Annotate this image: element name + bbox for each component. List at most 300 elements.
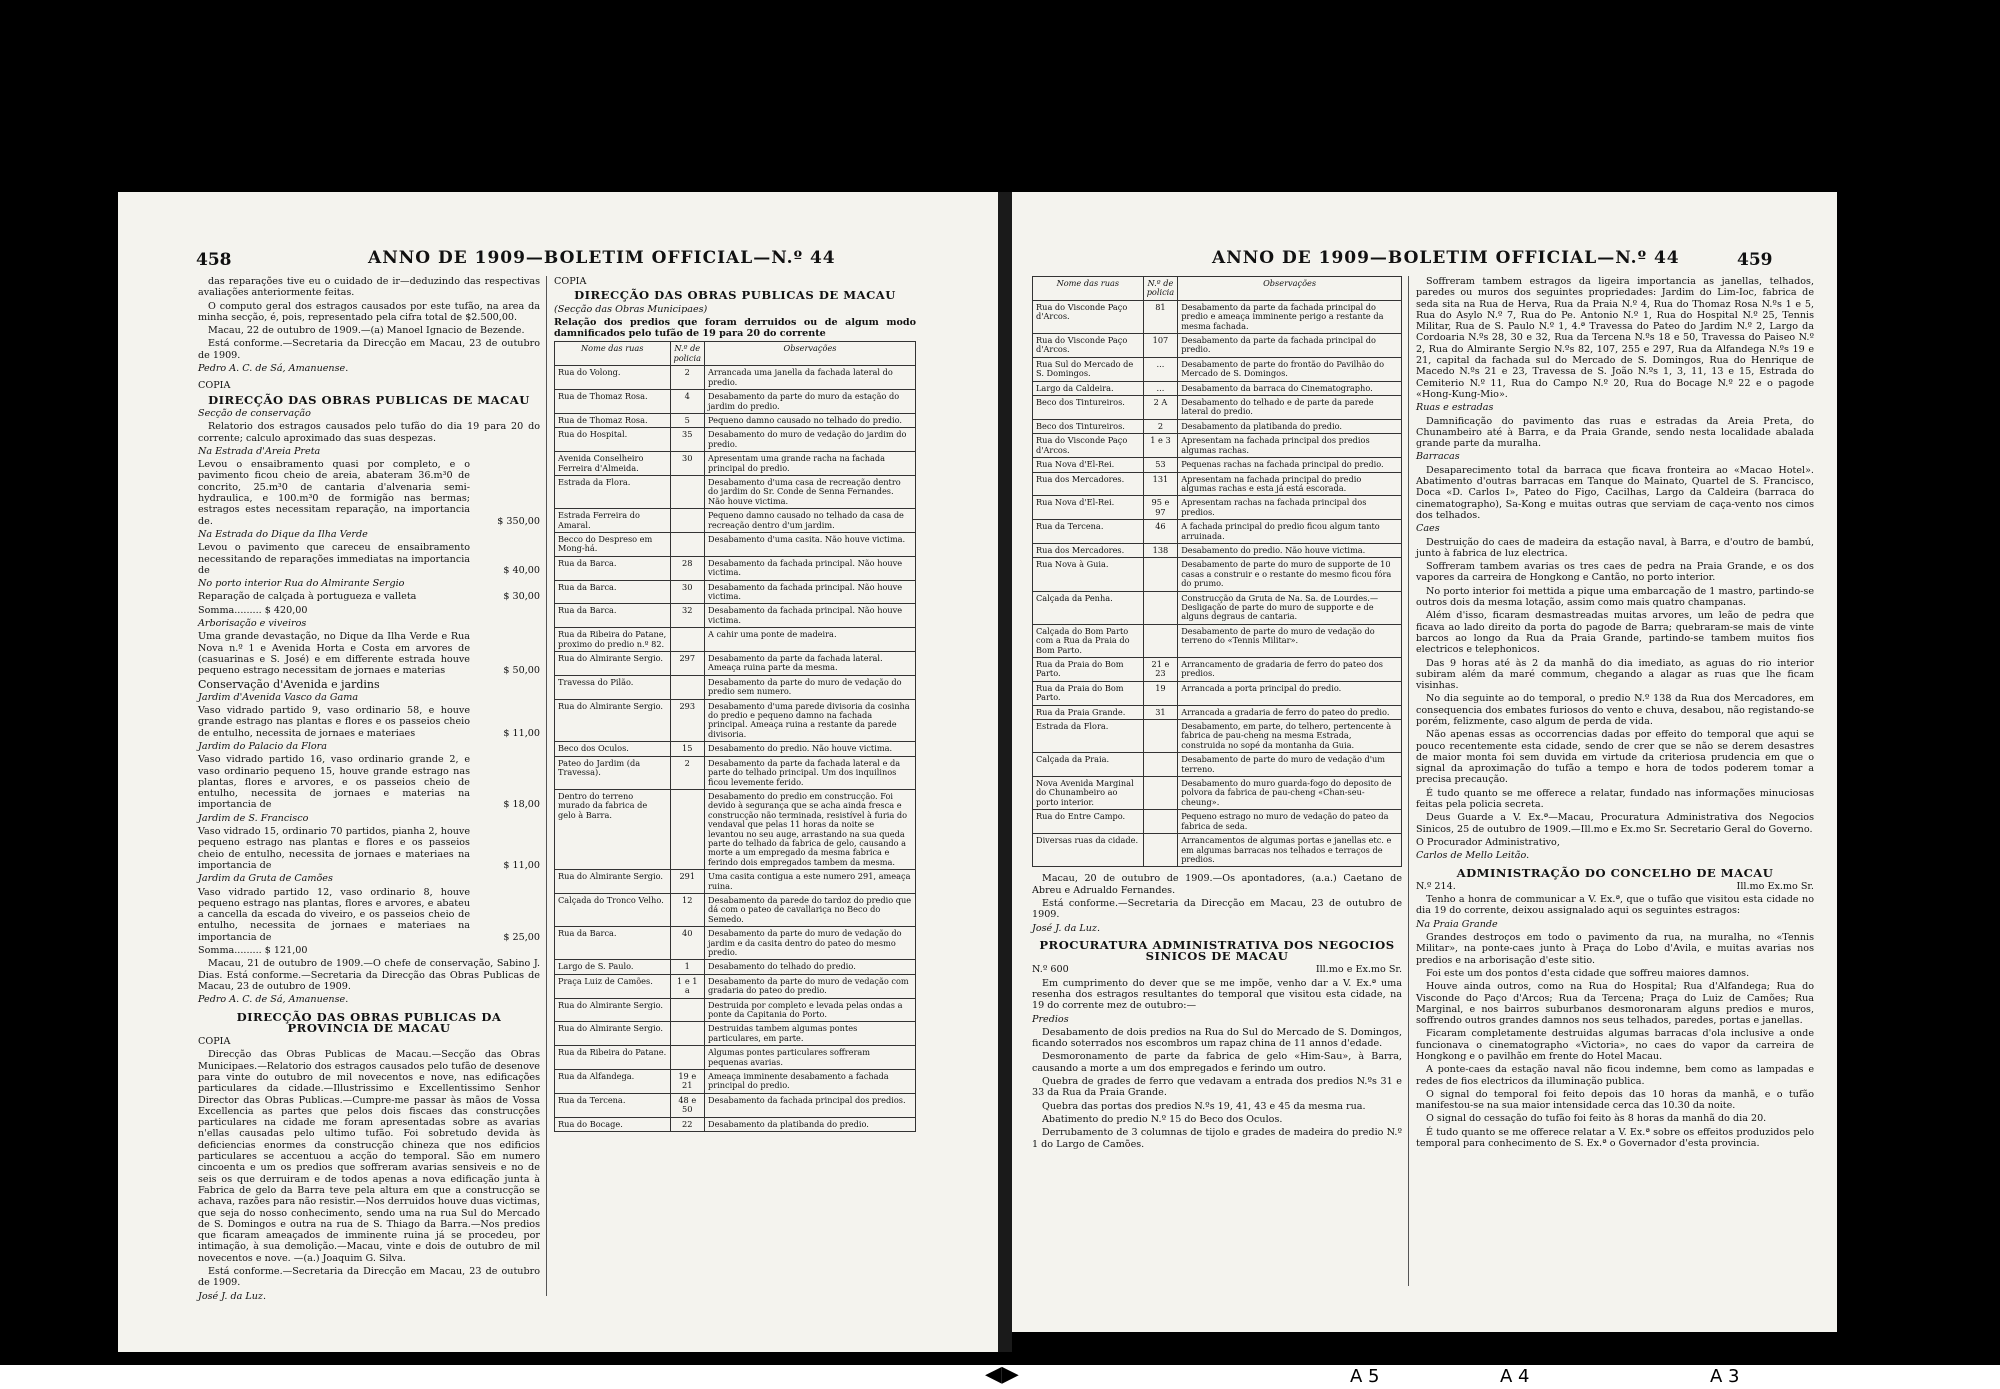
observation-cell: Arrancada uma janella da fachada lateral do predio. — [705, 366, 916, 390]
damage-table — [1032, 276, 1402, 867]
film-mark: A 5 — [1350, 1366, 1380, 1387]
police-number-cell: 21 e 23 — [1143, 658, 1178, 682]
paragraph: É tudo quanto se me offerece relatar a V. Ex.ª sobre os effeitos produzidos pelo temporal para conhecimento de S. Ex.ª o Governador d'esta provincia. — [1416, 1126, 1814, 1150]
street-name-cell: Rua do Almirante Sergio. — [555, 652, 671, 676]
paragraph: Relatorio dos estragos causados pelo tufão do dia 19 para 20 do corrente; calculo aproximado das suas despezas. — [198, 421, 540, 444]
table-row — [1033, 520, 1402, 544]
letter-address: Ill.mo Ex.mo Sr. — [1736, 880, 1814, 892]
paragraph: Foi este um dos pontos d'esta cidade que soffreu maiores damnos. — [1426, 967, 1750, 979]
letter-address: Ill.mo e Ex.mo Sr. — [1315, 964, 1402, 976]
letter-header — [1032, 964, 1402, 975]
table-header: N.º de policia — [670, 342, 705, 366]
police-number-cell — [670, 475, 705, 508]
table-row — [555, 390, 916, 414]
paragraph: Não apenas essas as occorrencias dadas por effeito do temporal que aqui se pouco recentemente esta cidade, sendo de crer que se não se derem desastres de maior monta foi sem duvida em virtude da criteriosa prudencia em que o signal da aproximação do tufão a tempo e hora de todos poderem tomar a precisa precaução. — [1416, 729, 1814, 786]
paragraph: Soffreram tambem estragos da ligeira importancia as janellas, telhados, paredes ou muros dos seguintes propriedades: Jardim do Lim-Ioc, fabrica de seda sita na Rua de Herva, Rua da Praia N.º 4, Rua do Thomaz Rosa N.ºs 1 e 5, Rua do Asylo N.º 7, Rua do Pe. Antonio N.º 1, Rua do Hospital N.º 25, Tennis Militar, Rua de S. Paulo N.º 1, 4.ª Travessa do Pateo do Jardim N.º 2, Largo da Cordoaria N.ºs 28, 30 e 32, Rua da Tercena N.ºs 18 e 50, Travessa do Paiseo N.º 2, Rua do Almirante Sergio N.ºs 82, 107, 255 e 297, Rua da Alfandega N.ºs 19 e 21, capital da fachada sul do Mercado de S. Domingos, Rua do Henrique de Macedo N.ºs 21 e 23, Travessa de S. João N.ºs 1, 3, 11, 13 e 15, Estrada do Cemiterio N.º 11, Rua do Campo N.º 20, Rua do Bocage N.º 22 e o pagode «Hong-Kung-Mio». — [1416, 276, 1814, 400]
police-number-cell: 15 — [670, 742, 705, 756]
paragraph: Desabamento de dois predios na Rua do Sul do Mercado de S. Domingos, ficando soterrados nos escombros um rapaz china de 11 annos d'edade. — [1032, 1026, 1402, 1050]
observation-cell: Desabamento da fachada principal. Não houve victima. — [705, 604, 916, 628]
cost-description: Vaso vidrado 15, ordinario 70 partidos, pianha 2, houve pequeno estrago nas plantas e flores e os passeios cheio de entulho, necessita de jornaes e materiaes na importancia de — [198, 826, 470, 871]
table-row — [555, 756, 916, 789]
observation-cell: Apresentam uma grande racha na fachada principal do predio. — [705, 452, 916, 476]
street-name-cell: Rua da Praia do Bom Parto. — [1033, 681, 1144, 705]
item-heading: Jardim d'Avenida Vasco da Gama — [198, 691, 359, 703]
observation-cell: Desabamento da parede do tardoz do predio que dá com o pateo de cavallariça no Beco do Semedo. — [705, 893, 916, 926]
section-title: DIRECÇÃO DAS OBRAS PUBLICAS DE MACAU — [574, 288, 896, 303]
observation-cell: Desabamento do telhado e de parte da parede lateral do predio. — [1178, 396, 1402, 420]
street-name-cell: Rua do Almirante Sergio. — [555, 998, 671, 1022]
police-number-cell: 1 e 1 a — [670, 974, 705, 998]
cost-row — [198, 459, 540, 527]
police-number-cell — [670, 998, 705, 1022]
film-mark: A 3 — [1710, 1366, 1740, 1387]
police-number-cell: 107 — [1143, 334, 1178, 358]
police-number-cell: 2 — [670, 366, 705, 390]
police-number-cell: 19 — [1143, 681, 1178, 705]
copia-label: COPIA — [198, 1036, 231, 1048]
observation-cell: Desabamento do muro guarda-fogo do deposito de polvora da fabrica de pau-cheng «Chan-seu-cheung». — [1178, 777, 1402, 810]
paragraph: Tenho a honra de communicar a V. Ex.ª, que o tufão que visitou esta cidade no dia 19 do corrente, deixou assignalado aqui os seguintes estragos: — [1416, 894, 1814, 917]
observation-cell: Desabamento da platibanda do predio. — [1178, 419, 1402, 433]
table-row — [1033, 543, 1402, 557]
observation-cell: Desabamento da parte do muro de vedação com gradaria do pateo do predio. — [705, 974, 916, 998]
item-heading: Na Estrada do Dique da Ilha Verde — [198, 528, 368, 540]
table-row — [555, 475, 916, 508]
police-number-cell — [1143, 834, 1178, 867]
police-number-cell: 22 — [670, 1117, 705, 1131]
item-heading: Jardim do Palacio da Flora — [198, 740, 327, 752]
paragraph: Derrubamento de 3 columnas de tijolo e grades de madeira do predio N.º 1 do Largo de Camões. — [1032, 1127, 1402, 1150]
police-number-cell: 4 — [670, 390, 705, 414]
cost-amount: $ 350,00 — [497, 515, 540, 527]
letter-header — [1416, 881, 1814, 892]
cost-amount: $ 11,00 — [503, 859, 540, 871]
cost-description: Uma grande devastação, no Dique da Ilha Verde e Rua Nova n.º 1 e Avenida Horta e Costa em arvores de (casuarinas e S. José) e em differente estrada houve pequeno estrago necessitam de jornaes e materias — [198, 631, 470, 677]
police-number-cell: 12 — [670, 893, 705, 926]
paragraph: Soffreram tambem avarias os tres caes de pedra na Praia Grande, e os dos vapores da carreira de Hongkong e Cantão, no porto interior. — [1416, 561, 1814, 584]
street-name-cell: Calçada da Praia. — [1033, 753, 1144, 777]
observation-cell: Desabamento do telhado do predio. — [705, 960, 916, 974]
street-name-cell: Largo de S. Paulo. — [555, 960, 671, 974]
street-name-cell: Rua do Almirante Sergio. — [555, 699, 671, 742]
right-column-1 — [1032, 276, 1402, 1152]
paragraph: Desaparecimento total da barraca que ficava fronteira ao «Macao Hotel». Abatimento d'outras barracas em Tanque do Mainato, Quartel de S. Francisco, Doca «D. Carlos I», Pateo do Figo, Cacilhas, Largo da Caldeira (barraca do cinematographo), Sa-Kong e muitas outras que serviam de caça-vento nos cimos dos telhados. — [1416, 464, 1814, 521]
street-name-cell: Travessa do Pilão. — [555, 675, 671, 699]
police-number-cell: 35 — [670, 428, 705, 452]
street-name-cell: Dentro do terreno murado da fabrica de gelo à Barra. — [555, 789, 671, 869]
police-number-cell: 30 — [670, 580, 705, 604]
street-name-cell: Pateo do Jardim (da Travessa). — [555, 756, 671, 789]
film-arrow-icon: ◀▶ — [985, 1362, 1019, 1387]
observation-cell: Desabamento de parte do frontão do Pavilhão do Mercado de S. Domingos. — [1178, 357, 1402, 381]
table-row — [1033, 658, 1402, 682]
street-name-cell: Rua dos Mercadores. — [1033, 543, 1144, 557]
paragraph: Quebra de grades de ferro que vedavam a entrada dos predios N.ºs 31 e 33 da Rua da Praia Grande. — [1032, 1076, 1402, 1099]
paragraph: Destruição do caes de madeira da estação naval, à Barra, e d'outro de bambú, junto à fabrica de luz electrica. — [1416, 536, 1814, 559]
paragraph: Está conforme.—Secretaria da Direcção em Macau, 23 de outubro de 1909. — [198, 1266, 540, 1289]
item-heading: Na Estrada d'Areia Preta — [198, 445, 321, 457]
street-name-cell: Rua Nova à Guia. — [1033, 558, 1144, 591]
signature: Pedro A. C. de Sá, Amanuense. — [198, 363, 349, 375]
police-number-cell — [1143, 558, 1178, 591]
item-heading: Ruas e estradas — [1416, 402, 1494, 414]
table-row — [1033, 591, 1402, 624]
table-header: Nome das ruas — [555, 342, 671, 366]
police-number-cell: 95 e 97 — [1143, 496, 1178, 520]
section-title: DIRECÇÃO DAS OBRAS PUBLICAS DA PROVINCIA DE MACAU — [236, 1009, 502, 1035]
street-name-cell: Rua da Praia Grande. — [1033, 705, 1144, 719]
somma-total: Somma......... $ 121,00 — [198, 945, 308, 957]
table-row — [1033, 300, 1402, 333]
table-row — [555, 1093, 916, 1117]
item-heading: Jardim da Gruta de Camões — [198, 873, 333, 885]
cost-description: Levou o ensaibramento quasi por completo, e o pavimento ficou cheio de areia, abateram 36.m³0 de concrito, 25.m³0 de cantaria d'alvenaria semi-hydraulica, e 100.m³0 de formigão nas bermas; estragos estes necessitam reparação, na importancia de. — [198, 459, 470, 527]
cost-description: Reparação de calçada à portugueza e valleta — [198, 591, 417, 603]
observation-cell: Destruidas tambem algumas pontes particulares, em parte. — [705, 1022, 916, 1046]
police-number-cell: 5 — [670, 413, 705, 427]
observation-cell: Arrancamento de gradaria de ferro do pateo dos predios. — [1178, 658, 1402, 682]
cost-row — [198, 887, 540, 943]
observation-cell: Desabamento da parte do muro de vedação do predio sem numero. — [705, 675, 916, 699]
street-name-cell: Rua Sul do Mercado de S. Domingos. — [1033, 357, 1144, 381]
police-number-cell: 81 — [1143, 300, 1178, 333]
cost-row — [198, 591, 540, 602]
cost-row — [198, 754, 540, 810]
observation-cell: Desabamento do predio. Não houve victima. — [705, 742, 916, 756]
table-row — [555, 1070, 916, 1094]
street-name-cell: Praça Luiz de Camões. — [555, 974, 671, 998]
cost-row — [198, 631, 540, 676]
letter-number: N.º 214. — [1416, 880, 1456, 892]
observation-cell: Arrancada a gradaria de ferro do pateo do predio. — [1178, 705, 1402, 719]
observation-cell: Desabamento do predio. Não houve victima. — [1178, 543, 1402, 557]
observation-cell: Algumas pontes particulares soffreram pequenas avarias. — [705, 1046, 916, 1070]
police-number-cell — [1143, 591, 1178, 624]
table-header: Observações — [705, 342, 916, 366]
observation-cell: Destruida por completo e levada pelas ondas a ponte da Capitania do Porto. — [705, 998, 916, 1022]
cost-amount: $ 18,00 — [503, 799, 540, 811]
table-row — [555, 893, 916, 926]
street-name-cell: Rua Nova d'El-Rei. — [1033, 458, 1144, 472]
table-row — [555, 1117, 916, 1131]
table-row — [555, 413, 916, 427]
signature: Pedro A. C. de Sá, Amanuense. — [198, 994, 349, 1006]
paragraph: Damnificação do pavimento das ruas e estradas da Areia Preta, do Chunambeiro até à Barra, e da Praia Grande, sendo nesta localidade abalada grande parte da muralha. — [1416, 415, 1814, 450]
paragraph: O computo geral dos estragos causados por este tufão, na area da minha secção, é, pois, representado pela cifra total de $2.500,00. — [198, 300, 540, 323]
police-number-cell: 291 — [670, 870, 705, 894]
table-row — [555, 428, 916, 452]
paragraph: No porto interior foi mettida a pique uma embarcação de 1 mastro, partindo-se outros dois da mesma lotação, assim como mais quatro champanas. — [1416, 585, 1814, 609]
police-number-cell: 19 e 21 — [670, 1070, 705, 1094]
street-name-cell: Beco dos Tintureiros. — [1033, 419, 1144, 433]
observation-cell: Desabamento da barraca do Cinematographo. — [1178, 381, 1402, 395]
police-number-cell — [670, 675, 705, 699]
right-page — [1012, 192, 1837, 1332]
observation-cell: Desabamento de parte do muro de supporte de 10 casas a construir e o restante do mesmo ficou fóra do prumo. — [1178, 558, 1402, 591]
table-row — [1033, 381, 1402, 395]
observation-cell: Desabamento da parte do muro da estação do jardim do predio. — [705, 390, 916, 414]
table-row — [1033, 434, 1402, 458]
book-binding — [998, 192, 1012, 1352]
table-row — [1033, 558, 1402, 591]
cost-description: Vaso vidrado partido 9, vaso ordinario 58, e houve grande estrago nas plantas e flores e os passeios cheio de entulho, necessita de jornaes e materiaes — [198, 705, 470, 739]
observation-cell: Desabamento d'uma casita. Não houve victima. — [705, 532, 916, 556]
police-number-cell: 2 — [670, 756, 705, 789]
table-row — [555, 509, 916, 533]
signature: José J. da Luz. — [198, 1290, 267, 1302]
street-name-cell: Rua da Ribeira do Patane. — [555, 1046, 671, 1070]
page-number: 458 — [196, 250, 232, 270]
table-row — [555, 742, 916, 756]
street-name-cell: Rua do Bocage. — [555, 1117, 671, 1131]
table-row — [1033, 834, 1402, 867]
table-row — [555, 652, 916, 676]
observation-cell: Apresentam na fachada principal do predio algumas rachas e esta já está escorada. — [1178, 472, 1402, 496]
police-number-cell — [670, 532, 705, 556]
item-heading: Arborisação e viveiros — [198, 618, 307, 630]
police-number-cell: 297 — [670, 652, 705, 676]
paragraph: Abatimento do predio N.º 15 do Beco dos Oculos. — [1042, 1113, 1283, 1125]
observation-cell: Desabamento do predio em construcção. Foi devido à segurança que se acha ainda fresca e construcção não terminada, resistível à furia do vendaval que pelas 11 horas da noite se levantou no seu auge, arrastando na sua queda parte do telhado da fabrica de gelo, causando a morte a um empregado da mesma fabrica e ferindo dois empregados tambem da mesma. — [705, 789, 916, 869]
street-name-cell: Rua da Tercena. — [1033, 520, 1144, 544]
cost-row — [198, 705, 540, 739]
observation-cell: Ameaça imminente desabamento a fachada principal do predio. — [705, 1070, 916, 1094]
table-row — [555, 789, 916, 869]
paragraph: No dia seguinte ao do temporal, o predio N.º 138 da Rua dos Mercadores, em consequencia dos embates furiosos do vento e chuva, desabou, não registando-se porém, felizmente, caso algum de perda de vida. — [1416, 693, 1814, 727]
police-number-cell: 53 — [1143, 458, 1178, 472]
damage-table — [554, 341, 916, 1132]
cost-amount: $ 40,00 — [503, 564, 540, 576]
copia-label: COPIA — [554, 276, 587, 287]
police-number-cell — [1143, 810, 1178, 834]
paragraph: Direcção das Obras Publicas de Macau.—Secção das Obras Municipaes.—Relatorio dos estragos causados pelo tufão de desenove para vinte do outubro de mil novecentos e nove, nas edificações particulares da cidade.—Illustrissimo e Excellentissimo Senhor Director das Obras Publicas.—Cumpre-me passar às mãos de Vossa Excellencia as partes que pelos dois fiscaes das construcções particulares na cidade me foram apresentadas sobre as avarias n'ellas causadas pelo ultimo tufão. Foi sobretudo devida às deficiencias enormes da construcção chineza que nos edificios particulares se accentuou a acção do temporal. São em numero cincoenta e um os predios que soffreram avarias sensiveis e no de seis os que derruiram e de todos apenas a nova edificação junta à Fabrica de gelo da Barra teve pela altura em que a construcção se achava, razões para não resistir.—Nos derruidos houve duas victimas, que seja do nosso conhecimento, sendo uma na rua Sul do Mercado de S. Domingos e outra na rua de S. Thiago da Barra.—Nos predios que ficaram ameaçados de imminente ruina já se procedeu, por intimação, à sua demolição.—Macau, vinte e dois de outubro de mil novecentos e nove. —(a.) Joaquim G. Silva. — [198, 1049, 540, 1264]
table-row — [555, 366, 916, 390]
table-row — [555, 1046, 916, 1070]
copia-label: COPIA — [198, 380, 231, 392]
table-header: N.º de policia — [1143, 277, 1178, 301]
police-number-cell: 28 — [670, 556, 705, 580]
observation-cell: Arrancada a porta principal do predio. — [1178, 681, 1402, 705]
paragraph: O signal do cessação do tufão foi feito às 8 horas da manhã do dia 20. — [1426, 1113, 1767, 1125]
table-header: Nome das ruas — [1033, 277, 1144, 301]
page-header: ANNO DE 1909—BOLETIM OFFICIAL—N.º 44 — [368, 248, 836, 268]
street-name-cell: Rua da Barca. — [555, 927, 671, 960]
table-row — [1033, 624, 1402, 657]
cost-amount: $ 25,00 — [503, 931, 540, 943]
police-number-cell: 40 — [670, 927, 705, 960]
observation-cell: A fachada principal do predio ficou algum tanto arruinada. — [1178, 520, 1402, 544]
observation-cell: Desabamento d'uma casa de recreação dentro do jardim do Sr. Conde de Senna Fernandes. Não houve victima. — [705, 475, 916, 508]
item-heading: Jardim de S. Francisco — [198, 812, 309, 824]
police-number-cell: 2 A — [1143, 396, 1178, 420]
street-name-cell: Rua do Visconde Paço d'Arcos. — [1033, 300, 1144, 333]
street-name-cell: Beco dos Oculos. — [555, 742, 671, 756]
table-row — [1033, 419, 1402, 433]
column-rule — [546, 276, 547, 1296]
right-column-2 — [1416, 276, 1814, 1151]
cost-row — [198, 826, 540, 871]
paragraph: Está conforme.—Secretaria da Direcção em Macau, 23 de outubro de 1909. — [198, 338, 540, 361]
item-heading: No porto interior Rua do Almirante Sergio — [198, 578, 405, 590]
paragraph: Está conforme.—Secretaria da Direcção em Macau, 23 de outubro de 1909. — [1032, 897, 1402, 921]
police-number-cell: 1 e 3 — [1143, 434, 1178, 458]
paragraph: Macau, 22 de outubro de 1909.—(a) Manoel Ignacio de Bezende. — [208, 325, 525, 337]
table-row — [1033, 810, 1402, 834]
table-row — [1033, 458, 1402, 472]
table-row — [555, 870, 916, 894]
observation-cell: Construcção da Gruta de Na. Sa. de Lourdes.—Desligação de parte do muro de supporte e de alguns degraus de cantaria. — [1178, 591, 1402, 624]
item-heading: Predios — [1032, 1013, 1069, 1025]
street-name-cell: Rua do Entre Campo. — [1033, 810, 1144, 834]
signature: Carlos de Mello Leitão. — [1416, 850, 1530, 862]
table-row — [555, 998, 916, 1022]
cost-description: Vaso vidrado partido 12, vaso ordinario 8, houve pequeno estrago nas plantas, flores e arvores, e abateu a cancella da escada do viveiro, e os passeios cheio de entulho, necessita de jornaes e materiaes na importancia de — [198, 886, 470, 943]
street-name-cell: Avenida Conselheiro Ferreira d'Almeida. — [555, 452, 671, 476]
street-name-cell: Rua do Almirante Sergio. — [555, 1022, 671, 1046]
table-row — [1033, 753, 1402, 777]
street-name-cell: Estrada da Flora. — [1033, 720, 1144, 753]
street-name-cell: Rua de Thomaz Rosa. — [555, 413, 671, 427]
police-number-cell — [1143, 753, 1178, 777]
letter-number: N.º 600 — [1032, 964, 1069, 976]
observation-cell: Apresentam rachas na fachada principal dos predios. — [1178, 496, 1402, 520]
street-name-cell: Rua da Barca. — [555, 556, 671, 580]
paragraph: Quebra das portas dos predios N.ºs 19, 41, 43 e 45 da mesma rua. — [1042, 1100, 1366, 1112]
item-heading: Na Praia Grande — [1416, 918, 1498, 930]
table-row — [1033, 777, 1402, 810]
table-row — [1033, 357, 1402, 381]
street-name-cell: Beco dos Tintureiros. — [1033, 396, 1144, 420]
section-subtitle: Secção de conservação — [198, 407, 311, 419]
table-row — [555, 699, 916, 742]
observation-cell: Desabamento da parte do muro de vedação do jardim e da casita dentro do pateo do mesmo predio. — [705, 927, 916, 960]
table-row — [1033, 705, 1402, 719]
street-name-cell: Rua da Praia do Bom Parto. — [1033, 658, 1144, 682]
paragraph: Ficaram completamente destruidas algumas barracas d'ola inclusive a onde funcionava o cinematographo «Victoria», no caes do vapor da carreira de Hongkong e o pavilhão em frente do Hotel Macau. — [1416, 1028, 1814, 1062]
paragraph: Em cumprimento do dever que se me impõe, venho dar a V. Ex.ª uma resenha dos estragos resultantes do temporal que visitou esta cidade, na 19 do corrente mez de outubro:— — [1032, 977, 1402, 1012]
street-name-cell: Nova Avenida Marginal do Chunambeiro ao porto interior. — [1033, 777, 1144, 810]
cost-amount: $ 30,00 — [503, 591, 540, 603]
street-name-cell: Rua da Tercena. — [555, 1093, 671, 1117]
table-row — [555, 628, 916, 652]
signature-title: O Procurador Administrativo, — [1416, 836, 1560, 848]
page-header: ANNO DE 1909—BOLETIM OFFICIAL—N.º 44 — [1212, 248, 1680, 268]
table-row — [555, 452, 916, 476]
paragraph: Das 9 horas até às 2 da manhã do dia imediato, as aguas do rio interior subiram além da maré commum, chegando a alagar as ruas que lhe ficam visinhas. — [1416, 657, 1814, 692]
police-number-cell — [1143, 720, 1178, 753]
street-name-cell: Becco do Despreso em Mong-há. — [555, 532, 671, 556]
observation-cell: Desabamento do muro de vedação do jardim do predio. — [705, 428, 916, 452]
paragraph: Macau, 21 de outubro de 1909.—O chefe de conservação, Sabino J. Dias. Está conforme.—Secretaria da Direcção das Obras Publicas de Macau, 23 de outubro de 1909. — [198, 958, 540, 992]
street-name-cell: Rua do Volong. — [555, 366, 671, 390]
observation-cell: Desabamento de parte do muro de vedação d'um terreno. — [1178, 753, 1402, 777]
street-name-cell: Calçada do Tronco Velho. — [555, 893, 671, 926]
street-name-cell: Rua do Hospital. — [555, 428, 671, 452]
paragraph: Macau, 20 de outubro de 1909.—Os apontadores, (a.a.) Caetano de Abreu e Adrualdo Fernandes. — [1032, 873, 1402, 896]
police-number-cell: 293 — [670, 699, 705, 742]
police-number-cell — [670, 1022, 705, 1046]
observation-cell: Pequeno estrago no muro de vedação do pateo da fabrica de seda. — [1178, 810, 1402, 834]
street-name-cell: Calçada da Penha. — [1033, 591, 1144, 624]
police-number-cell: 1 — [670, 960, 705, 974]
observation-cell: Desabamento de parte do muro de vedação do terreno do «Tennis Militar». — [1178, 624, 1402, 657]
table-row — [555, 927, 916, 960]
street-name-cell: Rua do Visconde Paço d'Arcos. — [1033, 334, 1144, 358]
police-number-cell: 48 e 50 — [670, 1093, 705, 1117]
film-mark: A 4 — [1500, 1366, 1530, 1387]
cost-description: Levou o pavimento que careceu de ensaibramento necessitando de reparações immediatas na importancia de — [198, 542, 470, 576]
column-rule — [1408, 276, 1409, 1286]
left-page — [118, 192, 998, 1352]
paragraph: É tudo quanto se me offerece a relatar, fundado nas informações minuciosas feitas pela policia secreta. — [1416, 787, 1814, 811]
paragraph: Além d'isso, ficaram desmastreadas muitas arvores, um leão de pedra que ficava ao lado direito da porta do pagode de Barra; quebraram-se mais de vinte barcos ao longo da Rua da Praia Grande, partindo-se tambem muitos fios electricos e telephonicos. — [1416, 610, 1814, 656]
street-name-cell: Rua do Almirante Sergio. — [555, 870, 671, 894]
police-number-cell: 2 — [1143, 419, 1178, 433]
observation-cell: Uma casita contigua a este numero 291, ameaça ruina. — [705, 870, 916, 894]
table-row — [1033, 334, 1402, 358]
left-column-2 — [554, 276, 916, 1132]
paragraph: Desmoronamento de parte da fabrica de gelo «Him-Sau», à Barra, causando a morte a um dos empregados e ferindo um outro. — [1032, 1051, 1402, 1074]
street-name-cell: Diversas ruas da cidade. — [1033, 834, 1144, 867]
police-number-cell: ... — [1143, 357, 1178, 381]
cost-description: Vaso vidrado partido 16, vaso ordinario grande 2, e vaso ordinario pequeno 15, houve grande estrago nas plantas, flores e arvores, e os passeios cheio de entulho, necessita de jornaes e materias na importancia de — [198, 754, 470, 811]
street-name-cell: Rua da Ribeira do Patane, proximo do predio n.º 82. — [555, 628, 671, 652]
street-name-cell: Rua da Barca. — [555, 604, 671, 628]
section-title: DIRECÇÃO DAS OBRAS PUBLICAS DE MACAU — [208, 392, 530, 407]
section-title: PROCURATURA ADMINISTRATIVA DOS NEGOCIOS SINICOS DE MACAU — [1039, 937, 1395, 964]
police-number-cell: ... — [1143, 381, 1178, 395]
street-name-cell: Calçada do Bom Parto com a Rua da Praia do Bom Parto. — [1033, 624, 1144, 657]
table-row — [1033, 472, 1402, 496]
item-heading: Conservação d'Avenida e jardins — [198, 677, 380, 691]
police-number-cell: 131 — [1143, 472, 1178, 496]
cost-amount: $ 11,00 — [503, 727, 540, 739]
observation-cell: Desabamento da fachada principal. Não houve victima. — [705, 556, 916, 580]
street-name-cell: Largo da Caldeira. — [1033, 381, 1144, 395]
paragraph: A ponte-caes da estação naval não ficou indemne, bem como as lampadas e redes de fios electricos da illuminação publica. — [1416, 1064, 1814, 1087]
left-column-1 — [198, 276, 540, 1304]
police-number-cell: 31 — [1143, 705, 1178, 719]
observation-cell: Desabamento da platibanda do predio. — [705, 1117, 916, 1131]
observation-cell: Pequeno damno causado no telhado da casa de recreação dentro d'um jardim. — [705, 509, 916, 533]
street-name-cell: Rua Nova d'El-Rei. — [1033, 496, 1144, 520]
cost-row — [198, 542, 540, 576]
table-row — [1033, 496, 1402, 520]
paragraph: Grandes destroços em todo o pavimento da rua, na muralha, no «Tennis Militar», na ponte-caes junto à Praça do Lobo d'Avila, e muitas avarias nos predios e na arborisação d'este sitio. — [1416, 932, 1814, 966]
police-number-cell: 32 — [670, 604, 705, 628]
item-heading: Barracas — [1416, 451, 1460, 463]
observation-cell: Desabamento da parte da fachada principal do predio. — [1178, 334, 1402, 358]
observation-cell: Pequenas rachas na fachada principal do predio. — [1178, 458, 1402, 472]
table-row — [555, 960, 916, 974]
paragraph: das reparações tive eu o cuidado de ir—deduzindo das respectivas avaliações anteriormente feitas. — [198, 276, 540, 299]
police-number-cell: 138 — [1143, 543, 1178, 557]
police-number-cell — [670, 509, 705, 533]
observation-cell: Desabamento d'uma parede divisoria da cosinha do predio e pequeno damno na fachada principal. Ameaça ruina a restante da parede divisoria. — [705, 699, 916, 742]
observation-cell: Desabamento, em parte, do telhero, pertencente à fabrica de pau-cheng na mesma Estrada, construida no sopé da montanha da Guia. — [1178, 720, 1402, 753]
police-number-cell: 46 — [1143, 520, 1178, 544]
observation-cell: Desabamento da parte da fachada lateral e da parte do telhado principal. Um dos inquilinos ficou levemente ferido. — [705, 756, 916, 789]
street-name-cell: Rua do Visconde Paço d'Arcos. — [1033, 434, 1144, 458]
observation-cell: Pequeno damno causado no telhado do predio. — [705, 413, 916, 427]
somma-total: Somma......... $ 420,00 — [198, 604, 308, 616]
table-row — [555, 556, 916, 580]
paragraph: Houve ainda outros, como na Rua do Hospital; Rua d'Alfandega; Rua do Visconde do Paço d'Arcos; Rua da Tercena; Praça do Luiz de Camões; Rua Marginal, e nos bairros suburbanos desmoronaram alguns predios e muros, soffrendo outros grandes damnos nos seus telhados, paredes, portas e janellas. — [1416, 981, 1814, 1027]
street-name-cell: Rua da Barca. — [555, 580, 671, 604]
police-number-cell — [670, 789, 705, 869]
police-number-cell — [1143, 624, 1178, 657]
paragraph: Deus Guarde a V. Ex.ª—Macau, Procuratura Administrativa dos Negocios Sinicos, 25 de outubro de 1909.—Ill.mo e Ex.mo Sr. Secretario Geral do Governo. — [1416, 812, 1814, 835]
